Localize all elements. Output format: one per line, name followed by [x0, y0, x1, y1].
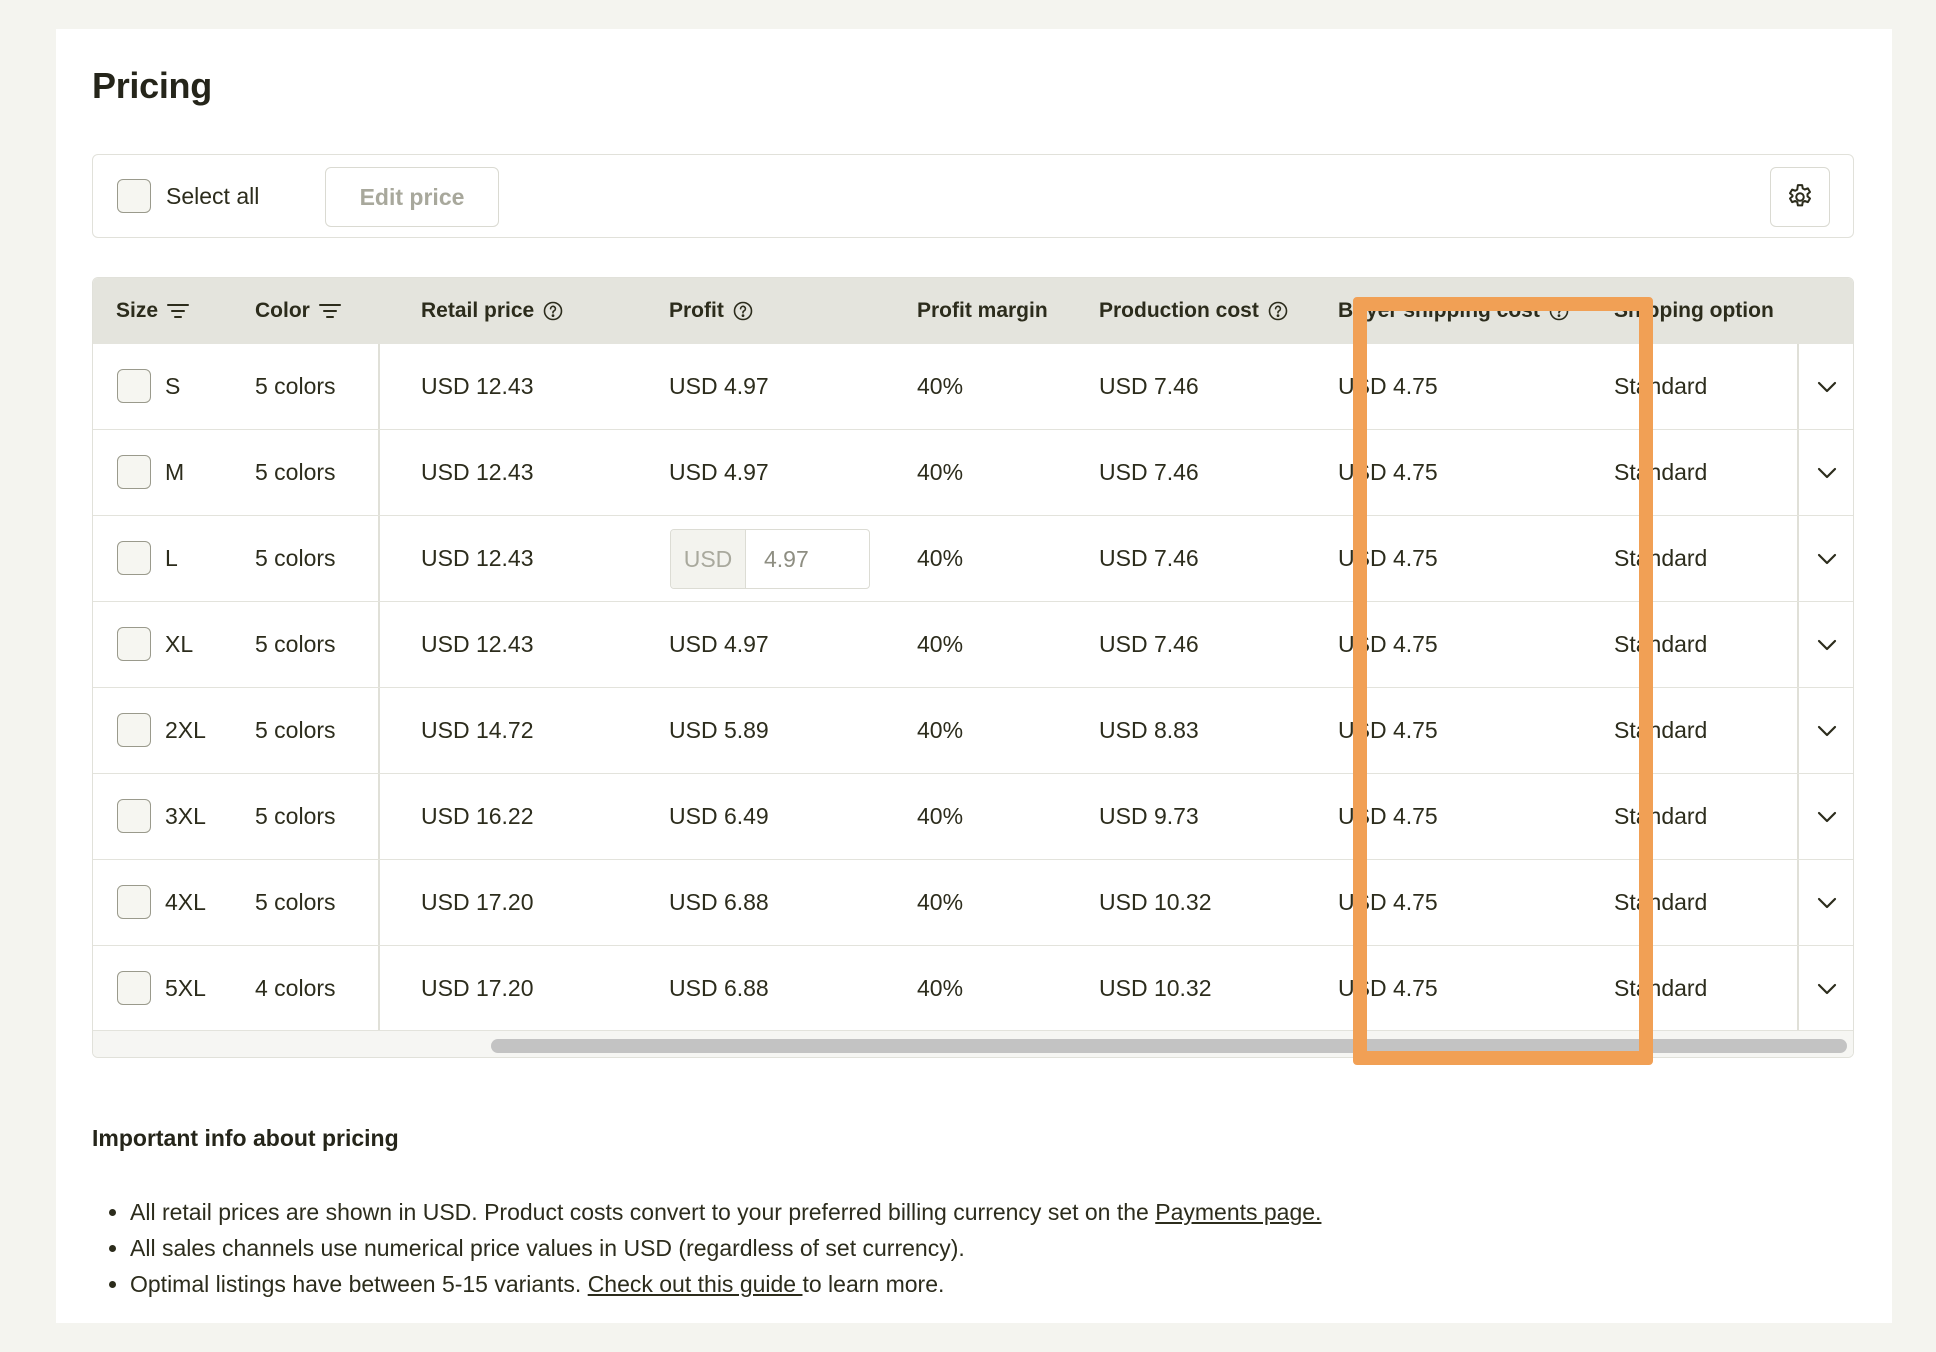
- profit-margin-cell: 40%: [917, 889, 964, 915]
- retail-price-cell: USD 12.43: [421, 459, 534, 485]
- list-item: [130, 1230, 1321, 1266]
- list-item: [130, 1194, 1321, 1230]
- size-cell: 3XL: [165, 803, 206, 829]
- retail-price-cell: USD 14.72: [421, 717, 534, 743]
- column-production-cost: [1099, 278, 1288, 344]
- pricing-card: [56, 29, 1892, 1323]
- column-shipping-option: [1614, 278, 1774, 344]
- chevron-down-icon: [1817, 897, 1837, 909]
- shipping-option-cell: Standard: [1614, 545, 1708, 571]
- production-cost-cell: USD 7.46: [1099, 545, 1199, 571]
- row-checkbox[interactable]: [117, 627, 151, 661]
- chevron-down-icon: [1817, 811, 1837, 823]
- chevron-down-icon: [1817, 983, 1837, 995]
- column-profit: [669, 278, 753, 344]
- payments-page-link[interactable]: Payments page.: [1155, 1199, 1322, 1225]
- table-row: [93, 344, 1854, 430]
- edit-price-button[interactable]: Edit price: [325, 167, 499, 227]
- row-checkbox[interactable]: [117, 541, 151, 575]
- color-cell: 5 colors: [255, 545, 336, 571]
- size-cell: S: [165, 373, 181, 399]
- list-item: [130, 1266, 1321, 1302]
- shipping-option-dropdown[interactable]: [1798, 344, 1854, 429]
- info-bullet-text: All sales channels use numerical price values in USD (regardless of set currency).: [130, 1235, 965, 1261]
- scrollbar-thumb[interactable]: [491, 1039, 1847, 1053]
- profit-margin-cell: 40%: [917, 545, 964, 571]
- info-bullet-text: Optimal listings have between 5-15 variants.: [130, 1271, 588, 1297]
- shipping-option-cell: Standard: [1614, 459, 1708, 485]
- row-checkbox[interactable]: [117, 799, 151, 833]
- guide-link[interactable]: Check out this guide: [587, 1271, 803, 1297]
- production-cost-cell: USD 7.46: [1099, 459, 1199, 485]
- production-cost-cell: USD 7.46: [1099, 631, 1199, 657]
- profit-cell[interactable]: USD 6.88: [669, 975, 769, 1001]
- buyer-shipping-cost-cell: USD 4.75: [1338, 545, 1438, 571]
- currency-prefix: USD: [671, 530, 746, 588]
- color-cell: 5 colors: [255, 373, 336, 399]
- profit-margin-cell: 40%: [917, 717, 964, 743]
- production-cost-cell: USD 10.32: [1099, 975, 1212, 1001]
- shipping-option-dropdown[interactable]: [1798, 430, 1854, 515]
- buyer-shipping-cost-cell: USD 4.75: [1338, 889, 1438, 915]
- select-all-label: Select all: [166, 182, 260, 209]
- filter-icon[interactable]: [167, 302, 189, 320]
- buyer-shipping-cost-cell: USD 4.75: [1338, 373, 1438, 399]
- shipping-option-dropdown[interactable]: [1798, 860, 1854, 945]
- help-icon[interactable]: [1268, 301, 1288, 321]
- info-title: Important info about pricing: [92, 1125, 399, 1151]
- size-cell: M: [165, 459, 185, 485]
- column-production-cost-label: Production cost: [1099, 299, 1259, 322]
- size-cell: 2XL: [165, 717, 206, 743]
- profit-margin-cell: 40%: [917, 975, 964, 1001]
- select-all-checkbox[interactable]: [117, 179, 151, 213]
- pricing-table: [92, 277, 1854, 1058]
- buyer-shipping-cost-cell: USD 4.75: [1338, 631, 1438, 657]
- retail-price-cell: USD 17.20: [421, 889, 534, 915]
- chevron-down-icon: [1817, 639, 1837, 651]
- retail-price-cell: USD 16.22: [421, 803, 534, 829]
- shipping-option-cell: Standard: [1614, 373, 1708, 399]
- size-cell: 5XL: [165, 975, 206, 1001]
- color-cell: 5 colors: [255, 803, 336, 829]
- shipping-option-cell: Standard: [1614, 631, 1708, 657]
- shipping-option-dropdown[interactable]: [1798, 774, 1854, 859]
- table-row: [93, 516, 1854, 602]
- help-icon[interactable]: [1549, 301, 1569, 321]
- row-checkbox[interactable]: [117, 713, 151, 747]
- color-cell: 4 colors: [255, 975, 336, 1001]
- table-row: [93, 430, 1854, 516]
- table-row: [93, 688, 1854, 774]
- select-all-control[interactable]: [117, 179, 259, 213]
- chevron-down-icon: [1817, 553, 1837, 565]
- shipping-option-cell: Standard: [1614, 975, 1708, 1001]
- table-row: [93, 774, 1854, 860]
- size-cell: L: [165, 545, 178, 571]
- column-buyer-shipping-cost-label: Buyer shipping cost: [1338, 299, 1540, 322]
- profit-margin-cell: 40%: [917, 803, 964, 829]
- column-profit-margin: [917, 278, 1048, 344]
- profit-cell[interactable]: USD 4.97: [669, 459, 769, 485]
- size-cell: XL: [165, 631, 194, 657]
- table-row: [93, 602, 1854, 688]
- shipping-option-dropdown[interactable]: [1798, 946, 1854, 1031]
- column-size-label: Size: [116, 299, 159, 322]
- shipping-option-cell: Standard: [1614, 803, 1708, 829]
- row-checkbox[interactable]: [117, 885, 151, 919]
- color-cell: 5 colors: [255, 631, 336, 657]
- color-cell: 5 colors: [255, 889, 336, 915]
- row-checkbox[interactable]: [117, 455, 151, 489]
- color-cell: 5 colors: [255, 459, 336, 485]
- column-retail-price: [421, 278, 563, 344]
- shipping-option-dropdown[interactable]: [1798, 688, 1854, 773]
- column-color-label: Color: [255, 299, 310, 322]
- row-checkbox[interactable]: [117, 369, 151, 403]
- chevron-down-icon: [1817, 467, 1837, 479]
- production-cost-cell: USD 7.46: [1099, 373, 1199, 399]
- profit-cell[interactable]: USD 6.49: [669, 803, 769, 829]
- shipping-option-cell: Standard: [1614, 717, 1708, 743]
- profit-input-value[interactable]: 4.97: [764, 545, 809, 572]
- production-cost-cell: USD 10.32: [1099, 889, 1212, 915]
- profit-margin-cell: 40%: [917, 631, 964, 657]
- filter-icon[interactable]: [319, 302, 341, 320]
- color-cell: 5 colors: [255, 717, 336, 743]
- info-bullet-text: to learn more.: [802, 1271, 945, 1297]
- info-bullet-text: All retail prices are shown in USD. Product costs convert to your preferred billing currency set on the: [130, 1199, 1156, 1225]
- column-retail-price-label: Retail price: [421, 299, 535, 322]
- table-row: [93, 946, 1854, 1032]
- column-buyer-shipping-cost: [1338, 278, 1569, 344]
- shipping-option-dropdown[interactable]: [1798, 516, 1854, 601]
- retail-price-cell: USD 12.43: [421, 373, 534, 399]
- buyer-shipping-cost-cell: USD 4.75: [1338, 975, 1438, 1001]
- column-profit-margin-label: Profit margin: [917, 299, 1048, 322]
- table-header: [93, 278, 1854, 344]
- buyer-shipping-cost-cell: USD 4.75: [1338, 803, 1438, 829]
- buyer-shipping-cost-cell: USD 4.75: [1338, 459, 1438, 485]
- profit-margin-cell: 40%: [917, 459, 964, 485]
- settings-button[interactable]: [1770, 167, 1830, 227]
- profit-margin-cell: 40%: [917, 373, 964, 399]
- info-list: [92, 1194, 1321, 1302]
- column-shipping-option-label: Shipping option: [1614, 299, 1774, 322]
- retail-price-cell: USD 12.43: [421, 631, 534, 657]
- row-checkbox[interactable]: [117, 971, 151, 1005]
- column-size[interactable]: [116, 278, 189, 344]
- production-cost-cell: USD 8.83: [1099, 717, 1199, 743]
- chevron-down-icon: [1817, 381, 1837, 393]
- column-profit-label: Profit: [669, 299, 724, 322]
- page-title: Pricing: [92, 65, 212, 106]
- buyer-shipping-cost-cell: USD 4.75: [1338, 717, 1438, 743]
- retail-price-cell: USD 17.20: [421, 975, 534, 1001]
- gear-icon: [1785, 182, 1815, 212]
- profit-cell[interactable]: USD 6.88: [669, 889, 769, 915]
- retail-price-cell: USD 12.43: [421, 545, 534, 571]
- size-cell: 4XL: [165, 889, 206, 915]
- help-icon[interactable]: [733, 301, 753, 321]
- horizontal-scrollbar[interactable]: [93, 1030, 1854, 1058]
- profit-cell[interactable]: USD 4.97: [669, 631, 769, 657]
- column-color[interactable]: [255, 278, 341, 344]
- chevron-down-icon: [1817, 725, 1837, 737]
- help-icon[interactable]: [543, 301, 563, 321]
- profit-cell[interactable]: USD 4.97: [669, 373, 769, 399]
- shipping-option-dropdown[interactable]: [1798, 602, 1854, 687]
- profit-cell[interactable]: USD 5.89: [669, 717, 769, 743]
- profit-input[interactable]: [670, 529, 870, 589]
- production-cost-cell: USD 9.73: [1099, 803, 1199, 829]
- shipping-option-cell: Standard: [1614, 889, 1708, 915]
- pricing-toolbar: [92, 154, 1854, 238]
- table-row: [93, 860, 1854, 946]
